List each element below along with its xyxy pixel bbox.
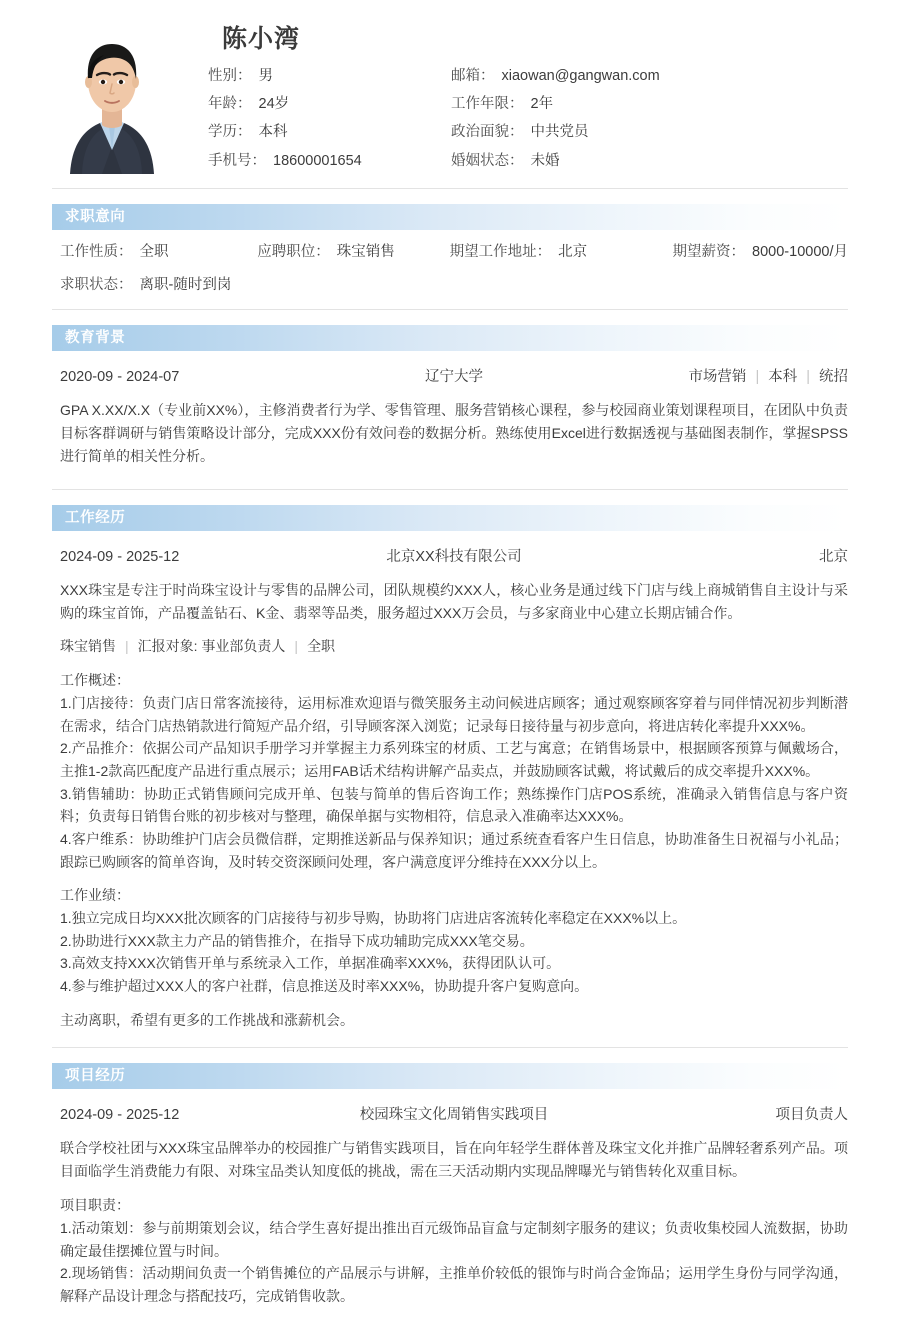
portrait-photo [52, 22, 172, 174]
work-achievement-item: 4.参与维护超过XXX人的客户社群，信息推送及时率XXX%，协助提升客户复购意向。 [60, 977, 589, 994]
education-entry-header [60, 365, 848, 386]
section-title-project-experience: 项目经历 [65, 1067, 126, 1084]
intent-job-status [60, 277, 260, 294]
section-title-job-intention: 求职意向 [65, 208, 126, 225]
education-date: 2020-09 - 2024-07 [60, 368, 180, 385]
info-phone-label: 手机号： [208, 152, 266, 169]
project-duties-block [60, 1194, 848, 1307]
info-education-level-label: 学历： [208, 124, 252, 141]
info-marital-status [451, 153, 848, 170]
intent-location [450, 244, 673, 261]
education-degree: 本科 [768, 368, 798, 385]
work-company-intro: XXX珠宝是专注于时尚珠宝设计与零售的品牌公司，团队规模约XXX人，核心业务是通过线下门店与线上商城销售自主设计与采购的珠宝首饰，产品覆盖钻石、K金、翡翠等品类，服务超过XXX万会员，与多家商业中心建立长期店铺合作。 [60, 582, 848, 622]
work-location: 北京 [819, 549, 848, 566]
work-achievement-item: 1.独立完成日均XXX批次顾客的门店接待与初步导购，协助将门店进店客流转化率稳定在XXX%以上。 [60, 909, 687, 926]
work-achievement-item: 3.高效支持XXX次销售开单与系统录入工作，单据准确率XXX%，获得团队认可。 [60, 955, 561, 972]
project-duty-item: 2.现场销售：活动期间负责一个销售摊位的产品展示与讲解，主推单价较低的银饰与时尚合金饰品；运用学生身份与同学沟通，解释产品设计理念与搭配技巧，完成销售收款。 [60, 1265, 848, 1304]
section-title-education: 教育背景 [65, 329, 126, 346]
info-experience-years-value: 2年 [530, 95, 554, 112]
work-duty-label: 工作概述： [60, 672, 130, 689]
info-gender-value: 男 [258, 67, 273, 84]
project-entry-header [60, 1103, 848, 1124]
separator-icon: | [755, 368, 760, 385]
job-intention-row-2 [60, 277, 848, 294]
intent-salary [673, 244, 848, 261]
intent-job-status-label: 求职状态： [60, 277, 133, 294]
work-achievement-item: 2.协助进行XXX款主力产品的销售推介，在指导下成功辅助完成XXX笔交易。 [60, 932, 534, 949]
education-degree-group [548, 365, 848, 386]
intent-job-status-value: 离职-随时到岗 [139, 277, 232, 294]
info-political-status [451, 124, 848, 141]
info-education-level-value: 本科 [258, 124, 288, 141]
info-age-value: 24岁 [258, 95, 290, 112]
section-education [0, 325, 900, 489]
info-education-level [208, 124, 451, 141]
section-bar-job-intention [52, 204, 848, 230]
header-info [172, 22, 848, 170]
work-leave-reason: 主动离职，希望有更多的工作挑战和涨薪机会。 [60, 1011, 354, 1028]
section-divider [52, 188, 848, 189]
work-duty-item: 4.客户维系：协助维护门店会员微信群，定期推送新品与保养知识；通过系统查看客户生日信息，协助准备生日祝福与小礼品；跟踪已购顾客的简单咨询，及时转交资深顾问处理，客户满意度评分维持在XXX分以上。 [60, 830, 848, 870]
info-age [208, 96, 451, 113]
info-experience-years-label: 工作年限： [451, 95, 524, 112]
work-job-type: 全职 [307, 638, 336, 655]
section-bar-education [52, 325, 848, 351]
section-title-work-experience: 工作经历 [65, 509, 126, 526]
separator-icon: | [125, 638, 129, 655]
section-bar-project-experience [52, 1063, 848, 1089]
info-political-status-label: 政治面貌： [451, 124, 524, 141]
info-gender [208, 68, 451, 85]
info-phone-value: 18600001654 [273, 152, 362, 169]
work-date: 2024-09 - 2025-12 [60, 549, 180, 566]
section-divider [52, 309, 848, 310]
info-email-value: xiaowan@gangwan.com [501, 67, 660, 84]
work-duty-item: 1.门店接待：负责门店日常客流接待，运用标准欢迎语与微笑服务主动问候进店顾客；通过观察顾客穿着与同伴情况初步判断潜在需求，结合门店热销款进行简短产品介绍，引导顾客深入浏览；记录每日接待量与初步意向，将进店转化率提升XXX%。 [60, 694, 848, 734]
work-duty-item: 3.销售辅助：协助正式销售顾问完成开单、包装与简单的售后咨询工作；熟练操作门店POS系统，准确录入销售信息与客户资料；负责每日销售台账的初步核对与整理，确保单据与实物相符，信息录入准确率达XXX%。 [60, 785, 848, 825]
page-title: 陈小湾 [222, 25, 301, 53]
section-body-education [52, 351, 848, 489]
project-name: 校园珠宝文化周销售实践项目 [359, 1107, 549, 1124]
profile-info-grid [208, 68, 848, 171]
info-email [451, 68, 848, 85]
project-intro: 联合学校社团与XXX珠宝品牌举办的校园推广与销售实践项目，旨在向年轻学生群体普及珠宝文化并推广品牌轻奢系列产品。项目面临学生消费能力有限、对珠宝品类认知度低的挑战，需在三天活动期内实现品牌曝光与销售转化双重目标。 [60, 1140, 848, 1180]
separator-icon: | [294, 638, 299, 655]
education-admission: 统招 [819, 368, 848, 385]
work-duty-item: 2.产品推介：依据公司产品知识手册学习并掌握主力系列珠宝的材质、工艺与寓意；在销售场景中，根据顾客预算与佩戴场合，主推1-2款高匹配度产品进行重点展示；运用FAB话术结构讲解产品卖点，并鼓励顾客试戴，将试戴后的成交率提升XXX%。 [60, 740, 848, 779]
intent-location-value: 北京 [558, 244, 588, 260]
info-political-status-value: 中共党员 [530, 124, 589, 141]
info-age-label: 年龄： [208, 95, 252, 112]
work-duties-block [60, 669, 848, 873]
info-gender-label: 性别： [208, 67, 252, 84]
resume-header [0, 0, 900, 188]
work-meta-row [60, 636, 848, 657]
section-body-work-experience [52, 531, 848, 1047]
education-school: 辽宁大学 [425, 368, 483, 385]
job-intention-row-1 [60, 244, 848, 261]
separator-icon: | [806, 368, 810, 385]
section-body-job-intention [52, 230, 848, 309]
section-project-experience [0, 1063, 900, 1329]
section-divider [52, 489, 848, 490]
intent-position-label: 应聘职位： [257, 244, 330, 260]
intent-job-nature-value: 全职 [139, 244, 169, 260]
intent-position [257, 244, 449, 261]
work-position: 珠宝销售 [60, 638, 116, 655]
intent-position-value: 珠宝销售 [336, 244, 395, 260]
project-duty-label: 项目职责： [60, 1197, 130, 1214]
section-job-intention [0, 204, 900, 309]
intent-location-label: 期望工作地址： [449, 244, 552, 260]
work-achievement-label: 工作业绩： [60, 887, 130, 904]
intent-job-nature [60, 244, 257, 261]
work-achievements-block [60, 884, 848, 997]
intent-salary-label: 期望薪资： [672, 244, 746, 260]
info-phone [208, 153, 451, 170]
section-divider [52, 1047, 848, 1048]
work-company: 北京XX科技有限公司 [386, 549, 522, 566]
section-bar-work-experience [52, 505, 848, 531]
intent-job-nature-label: 工作性质： [60, 244, 133, 260]
project-duty-item: 1.活动策划：参与前期策划会议，结合学生喜好提出推出百元级饰品盲盒与定制刻字服务的建议；负责收集校园人流数据，协助确定最佳摆摊位置与时间。 [60, 1219, 848, 1259]
info-experience-years [451, 96, 848, 113]
education-description: GPA X.XX/X.X（专业前XX%），主修消费者行为学、零售管理、服务营销核心课程，参与校园商业策划课程项目，在团队中负责目标客群调研与销售策略设计部分，完成XXX份有效问卷的数据分析。熟练使用Excel进行数据透视与基础图表制作，掌握SPSS进行简单的相关性分析。 [60, 401, 848, 464]
intent-salary-value: 8000-10000/月 [752, 244, 848, 260]
info-email-label: 邮箱： [451, 67, 495, 84]
info-marital-status-value: 未婚 [530, 152, 560, 169]
section-work-experience [0, 505, 900, 1047]
project-date: 2024-09 - 2025-12 [60, 1107, 180, 1124]
info-marital-status-label: 婚姻状态： [451, 152, 524, 169]
project-role: 项目负责人 [775, 1107, 848, 1124]
work-report-to: 汇报对象: 事业部负责人 [137, 638, 286, 655]
section-body-project-experience [52, 1089, 848, 1329]
education-major: 市场营销 [688, 368, 747, 385]
work-entry-header [60, 545, 848, 566]
